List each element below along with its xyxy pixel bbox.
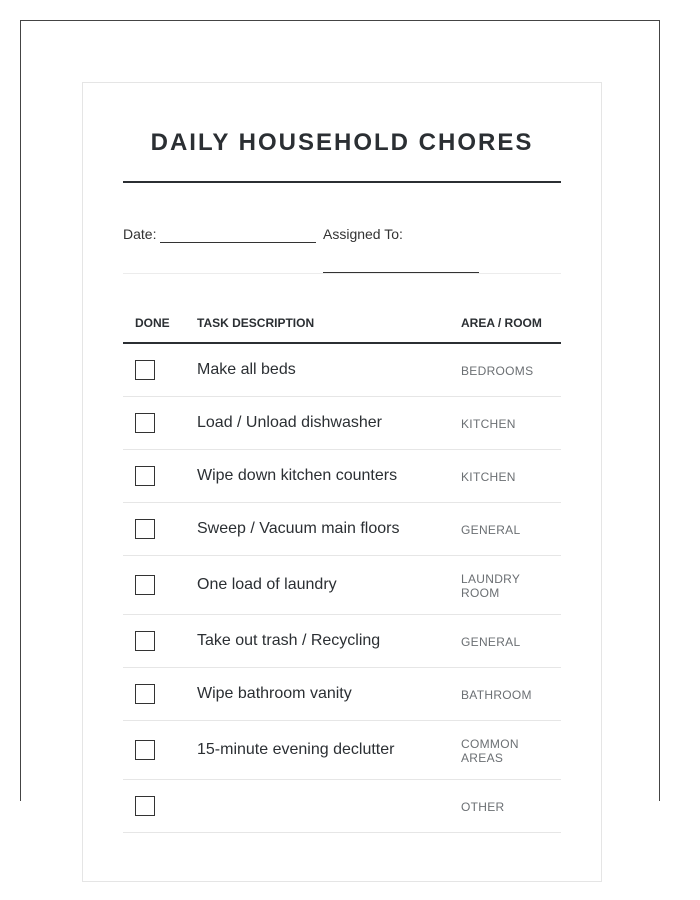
task-description: Wipe down kitchen counters bbox=[197, 467, 398, 484]
done-checkbox[interactable] bbox=[135, 740, 155, 760]
header-done: DONE bbox=[135, 316, 170, 330]
done-checkbox[interactable] bbox=[135, 413, 155, 433]
done-checkbox[interactable] bbox=[135, 519, 155, 539]
task-description: One load of laundry bbox=[197, 576, 337, 593]
chore-list bbox=[123, 344, 561, 833]
task-description: Make all beds bbox=[197, 361, 296, 378]
area-room: GENERAL bbox=[461, 522, 521, 537]
done-checkbox[interactable] bbox=[135, 631, 155, 651]
table-row bbox=[123, 344, 561, 397]
meta-divider bbox=[123, 273, 561, 274]
area-room: KITCHEN bbox=[461, 469, 516, 484]
area-room: BEDROOMS bbox=[461, 363, 534, 378]
area-room: KITCHEN bbox=[461, 416, 516, 431]
task-description: Take out trash / Recycling bbox=[197, 632, 381, 649]
area-room: LAUNDRY ROOM bbox=[461, 571, 521, 600]
task-description: 15-minute evening declutter bbox=[197, 741, 395, 758]
task-description: Wipe bathroom vanity bbox=[197, 685, 352, 702]
area-room: COMMON AREAS bbox=[461, 736, 519, 765]
table-row bbox=[123, 397, 561, 450]
area-room: BATHROOM bbox=[461, 687, 532, 702]
done-checkbox[interactable] bbox=[135, 796, 155, 816]
table-row bbox=[123, 780, 561, 833]
area-room: GENERAL bbox=[461, 634, 521, 649]
done-checkbox[interactable] bbox=[135, 360, 155, 380]
header-area: AREA / ROOM bbox=[461, 316, 542, 330]
table-row bbox=[123, 450, 561, 503]
assigned-to-label: Assigned To: bbox=[323, 226, 403, 242]
chore-sheet bbox=[82, 82, 602, 882]
document-frame bbox=[20, 20, 660, 814]
table-row bbox=[123, 668, 561, 721]
done-checkbox[interactable] bbox=[135, 575, 155, 595]
header-task: TASK DESCRIPTION bbox=[197, 316, 315, 330]
done-checkbox[interactable] bbox=[135, 466, 155, 486]
task-description: Sweep / Vacuum main floors bbox=[197, 520, 400, 537]
done-checkbox[interactable] bbox=[135, 684, 155, 704]
title-divider bbox=[123, 181, 561, 183]
table-row bbox=[123, 615, 561, 668]
task-description: Load / Unload dishwasher bbox=[197, 414, 383, 431]
date-label: Date: bbox=[123, 226, 157, 242]
table-row bbox=[123, 721, 561, 780]
date-field[interactable] bbox=[160, 242, 316, 243]
table-row bbox=[123, 556, 561, 615]
page-title: DAILY HOUSEHOLD CHORES bbox=[150, 129, 534, 156]
area-room: OTHER bbox=[461, 799, 505, 814]
table-row bbox=[123, 503, 561, 556]
